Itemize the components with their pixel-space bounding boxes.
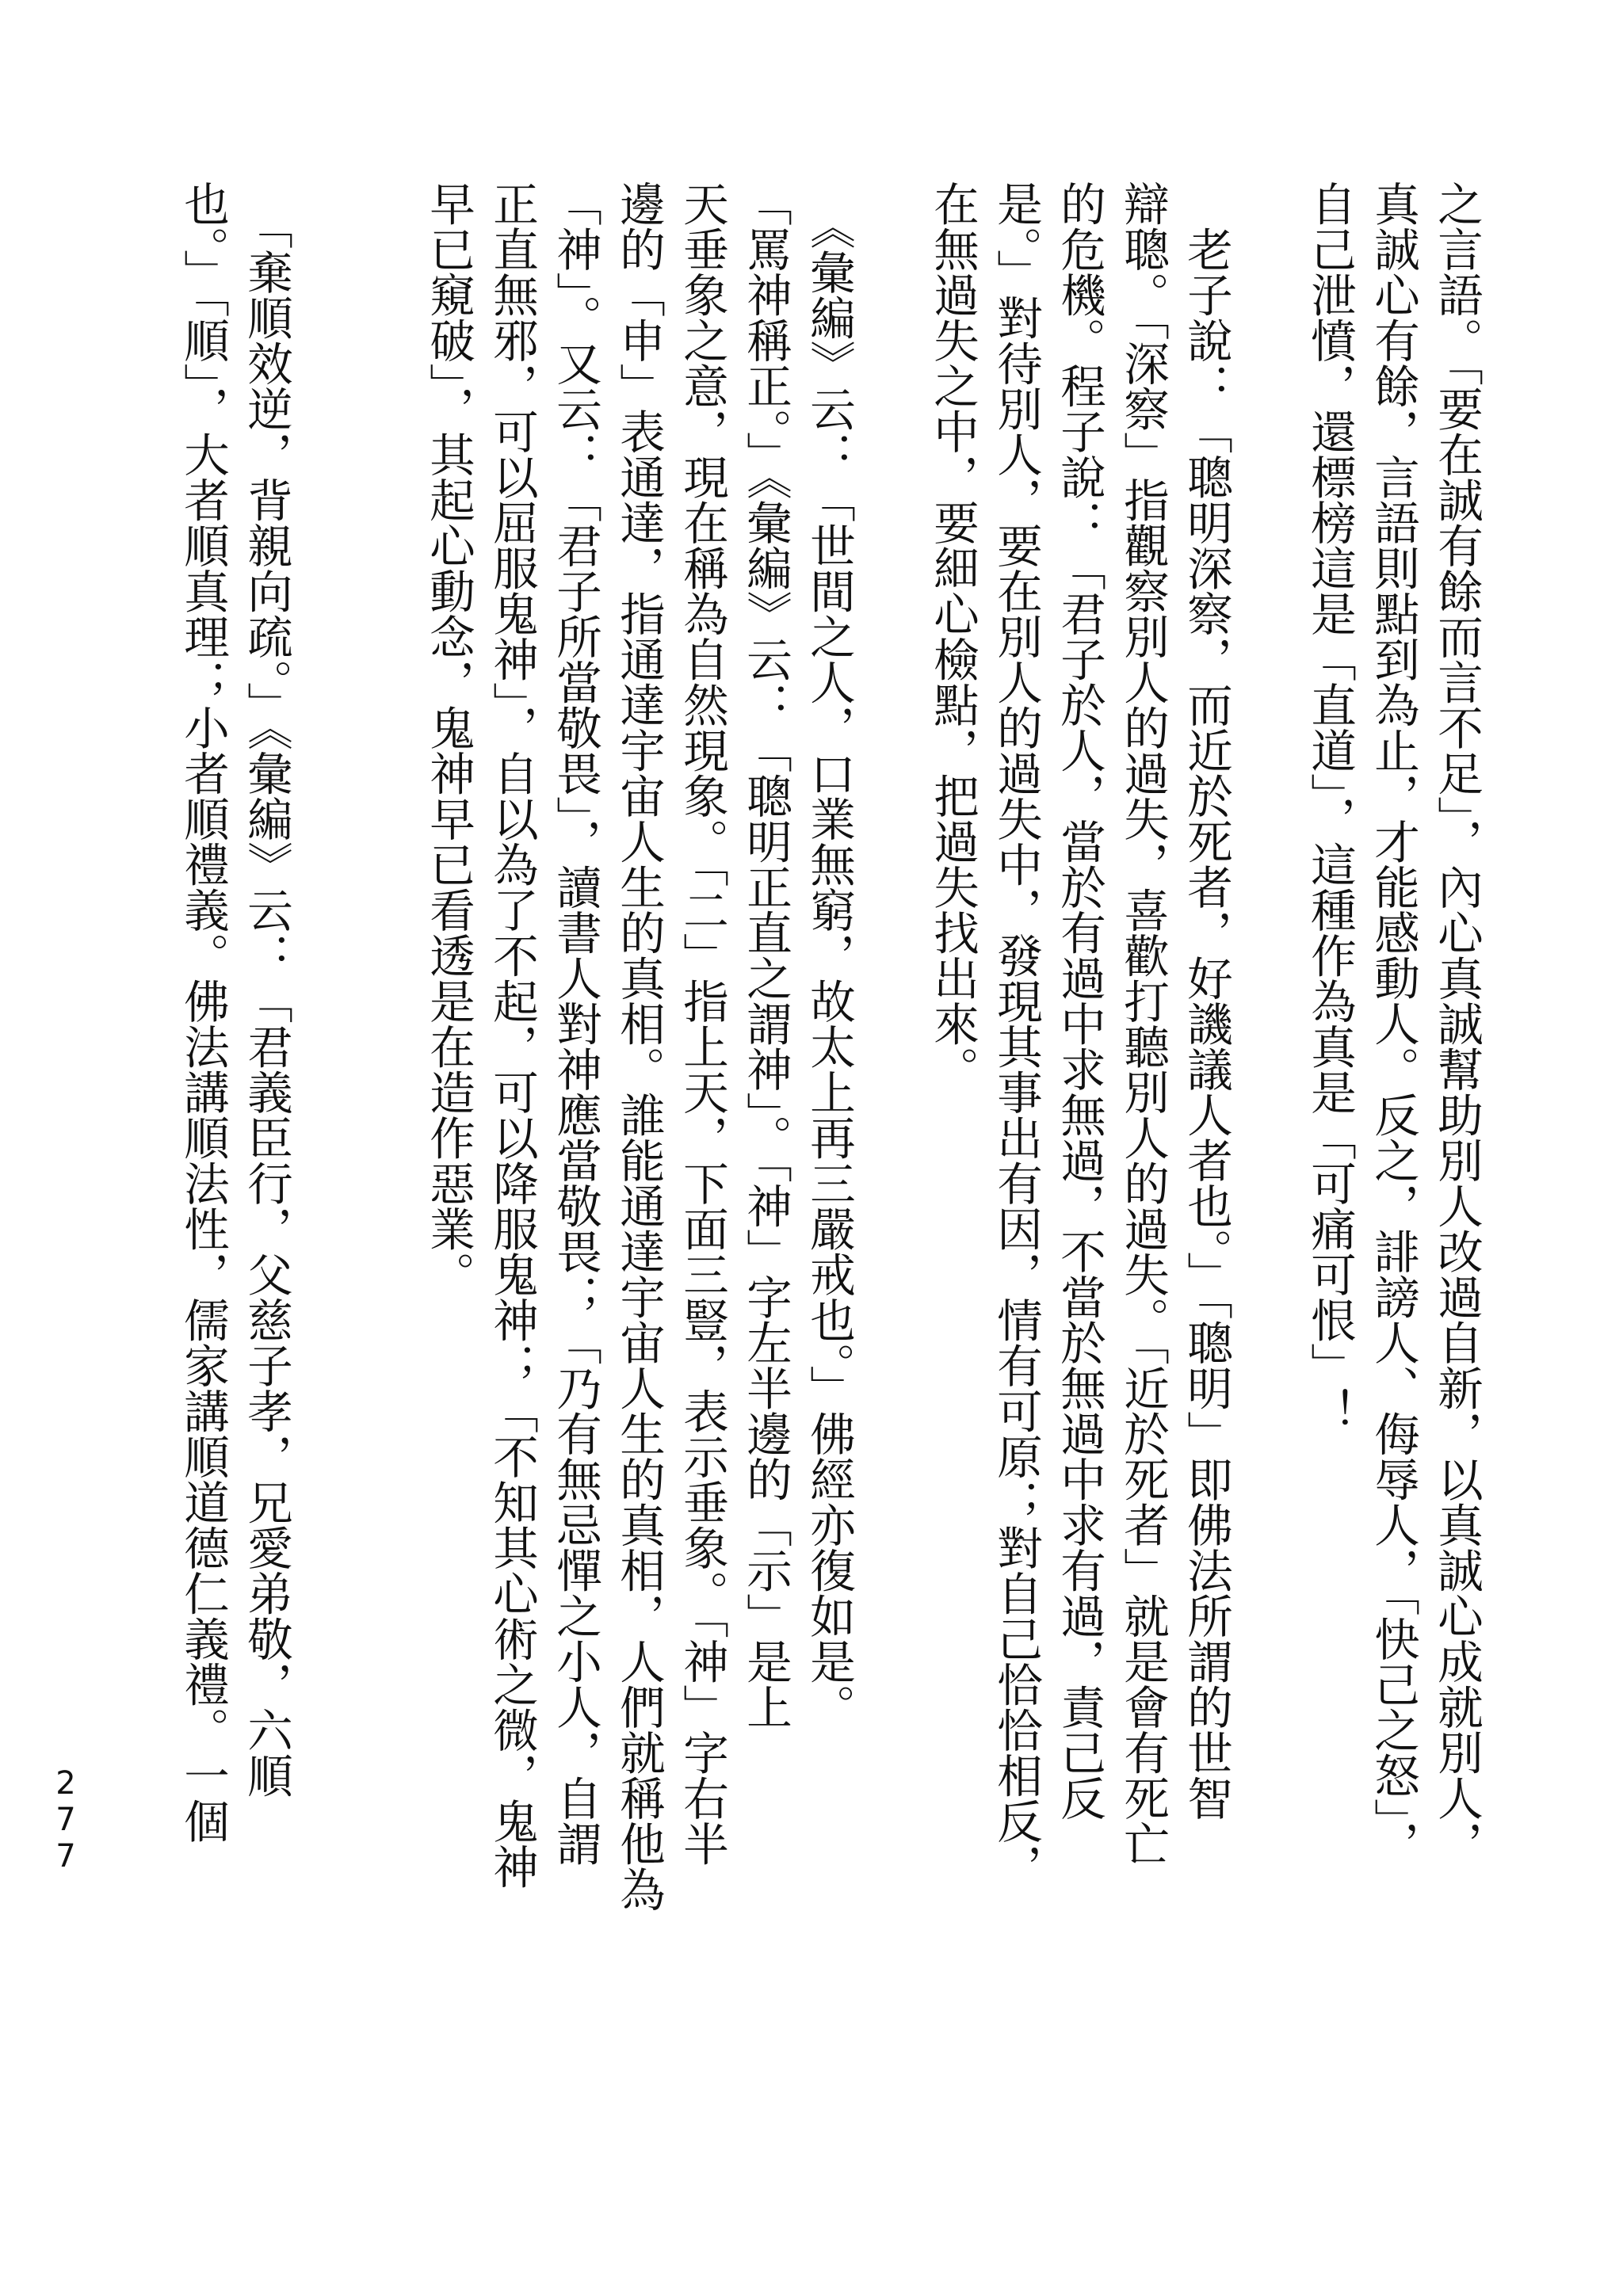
text-column-10: 「罵神稱正。」《彙編》云：「聰明正直之謂神」。「神」字左半邊的「示」是上 bbox=[739, 181, 792, 1730]
text-column-9: 《彙編》云：「世間之人，口業無窮，故太上再三嚴戒也。」佛經亦復如是。 bbox=[803, 181, 856, 1730]
text-column-6: 的危機。程子說：「君子於人，當於有過中求無過，不當於無過中求有過，責己反 bbox=[1053, 181, 1106, 1821]
text-column-1: 之言語。「要在誠有餘而言不足」，內心真誠幫助別人改過自新，以真誠心成就別人， bbox=[1430, 181, 1484, 1867]
text-column-4: 老子說：「聰明深察，而近於死者，好譏議人者也。」「聰明」即佛法所謂的世智 bbox=[1180, 181, 1233, 1821]
text-column-7: 是。」對待別人，要在別人的過失中，發現其事出有因，情有可原；對自己恰恰相反， bbox=[990, 181, 1043, 1890]
text-column-16: 「棄順效逆，背親向疏。」《彙編》云：「君義臣行，父慈子孝，兄愛弟敬，六順 bbox=[240, 181, 293, 1798]
text-column-8: 在無過失之中，要細心檢點，把過失找出來。 bbox=[926, 181, 980, 1092]
text-column-12: 邊的「申」表通達，指通達宇宙人生的真相。誰能通達宇宙人生的真相，人們就稱他為 bbox=[613, 181, 666, 1912]
text-column-3: 自己泄憤，還標榜這是「直道」，這種作為真是「可痛可恨」！ bbox=[1304, 181, 1357, 1434]
text-column-13: 「神」。又云：「君子所當敬畏」，讀書人對神應當敬畏；「乃有無忌憚之小人，自謂 bbox=[549, 181, 602, 1867]
text-column-17: 也。」「順」，大者順真理；小者順禮義。佛法講順法性，儒家講順道德仁義禮。一個 bbox=[177, 181, 230, 1844]
text-column-15: 早已窺破」，其起心動念，鬼神早已看透是在造作惡業。 bbox=[422, 181, 475, 1297]
text-column-14: 正直無邪，可以屈服鬼神」，自以為了不起，可以降服鬼神；「不知其心術之微，鬼神 bbox=[486, 181, 539, 1890]
page-number: 277 bbox=[48, 1765, 84, 1875]
text-column-2: 真誠心有餘，言語則點到為止，才能感動人。反之，誹謗人、侮辱人，「快己之怒」， bbox=[1367, 181, 1420, 1867]
text-column-5: 辯聰。「深察」指觀察別人的過失，喜歡打聽別人的過失。「近於死者」就是會有死亡 bbox=[1117, 181, 1170, 1867]
text-column-11: 天垂象之意，現在稱為自然現象。「二」指上天，下面三豎，表示垂象。「神」字右半 bbox=[676, 181, 729, 1867]
